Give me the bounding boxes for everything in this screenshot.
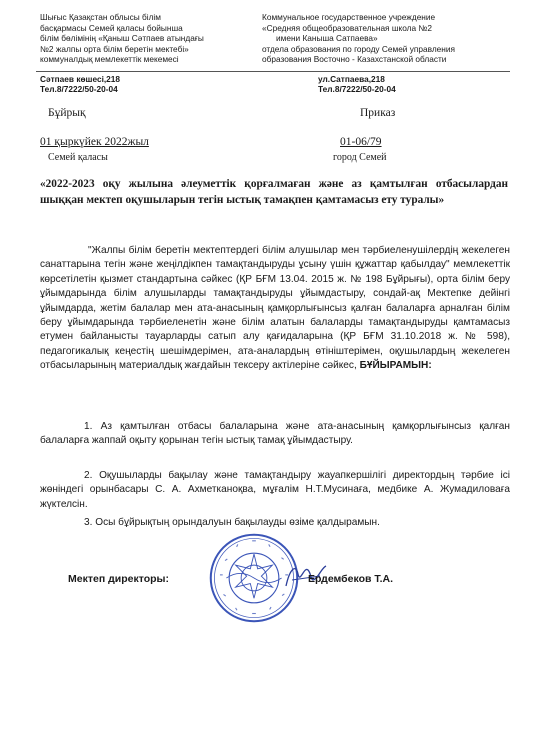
header-left-line: Шығыс Қазақстан облысы білім (40, 12, 161, 22)
director-label: Мектеп директоры: (68, 573, 170, 585)
order-item-2: 2. Оқушыларды бақылау және тамақтандыру жауапкершілігі директордың тәрбие ісі жөніндегі орынбасары С. А. Ахметканоқва, мұғалім Н.Т.Мусинаға, медбике А. Жумадиловаға жүктелсін. (40, 470, 510, 510)
address-left-street: Сәтпаев көшесі,218 (40, 74, 121, 84)
director-name: Ердембеков Т.А. (308, 573, 394, 585)
header-left-kz (40, 12, 255, 65)
header-right-line: «Средняя общеобразовательная школа №2 (262, 22, 432, 33)
doc-type-ru: Приказ (360, 107, 396, 119)
header-right-line: образования Восточно - Казахстанской области (262, 54, 447, 65)
address-right-street: ул.Сатпаева,218 (318, 74, 385, 84)
order-title: «2022-2023 оқу жылына әлеуметтік қорғалмаған және аз қамтылған отбасылардан шыққан мектеп оқушыларын тегін ыстық тамақпен қамтамасыз ету туралы» (40, 178, 508, 206)
body-paragraph (40, 244, 510, 374)
body-paragraph-text: "Жалпы білім беретін мектептердегі білім алушылар мен тәрбиеленушілердің жекелеген санаттарына тегін және жеңілдікпен тамақтандыруды ұсыну үшін құжаттар қабылдау" мемлекеттік көрсетілетін қызмет стандартына сәйкес (ҚР БҒМ 13.04. 2015 ж. № 198 Бұйрығы), орта білім беру ұйымдарында білім алушыларды тамақтандыруды ұйымдастыру, сондай-ақ Мектепке дейінгі ұйымдарда, жетім балалар мен ата-анасының қамқорлығынсыз қалған балаларға арналған білім беру ұйымдарында тәрбиеленетін және білім алатын балаларды тамақтандыруды қамтамасыз етумен байланысты тауарларды сатып алу қағидаларына (ҚР БҒМ 31.10.2018 ж. № 598), педагогикалық кеңестің шешімдерімен, ата-аналардың өтініштерімен, оқушылардың жекелеген отбасыларының материалдық жағдайын тексеру актілеріне сәйкес, (40, 245, 510, 372)
order-item-3: 3. Осы бұйрықтың орындалуын бақылауды өзіме қалдырамын. (84, 517, 380, 528)
address-left-phone: Тел.8/7222/50-20-04 (40, 84, 118, 94)
city-ru: город Семей (333, 152, 387, 163)
header-left-line: №2 жалпы орта білім беретін мектебі» (40, 43, 189, 54)
header-left-line: басқармасы Семей қаласы бойынша (40, 22, 183, 33)
header-right-line: Коммунальное государственное учреждение (262, 12, 436, 22)
order-number: 01-06/79 (340, 136, 382, 148)
order-date: 01 қыркүйек 2022жыл (40, 136, 149, 148)
address-right-phone: Тел.8/7222/50-20-04 (318, 84, 396, 94)
address-left (40, 74, 120, 94)
order-word: БҰЙЫРАМЫН: (359, 360, 432, 372)
header-right-line: имени Каныша Сатпаева» (276, 33, 378, 44)
header-right-line: отдела образования по городу Семей управления (262, 43, 455, 54)
header-right-ru (262, 12, 522, 65)
doc-type-kz: Бұйрық (48, 107, 86, 119)
order-item-1: 1. Аз қамтылған отбасы балаларына және ата-анасының қамқорлығынсыз қалған балаларға жаппай оқыту қорынан тегін ыстық тамақ ұйымдастыру. (40, 421, 510, 447)
header-left-line: коммуналдық мемлекеттік мекемесі (40, 54, 179, 65)
header-left-line: білім бөлімінің «Қаныш Сәтпаев атындағы (40, 33, 204, 44)
header-divider (36, 71, 510, 72)
address-right (318, 74, 396, 94)
city-kz: Семей қаласы (48, 152, 108, 163)
